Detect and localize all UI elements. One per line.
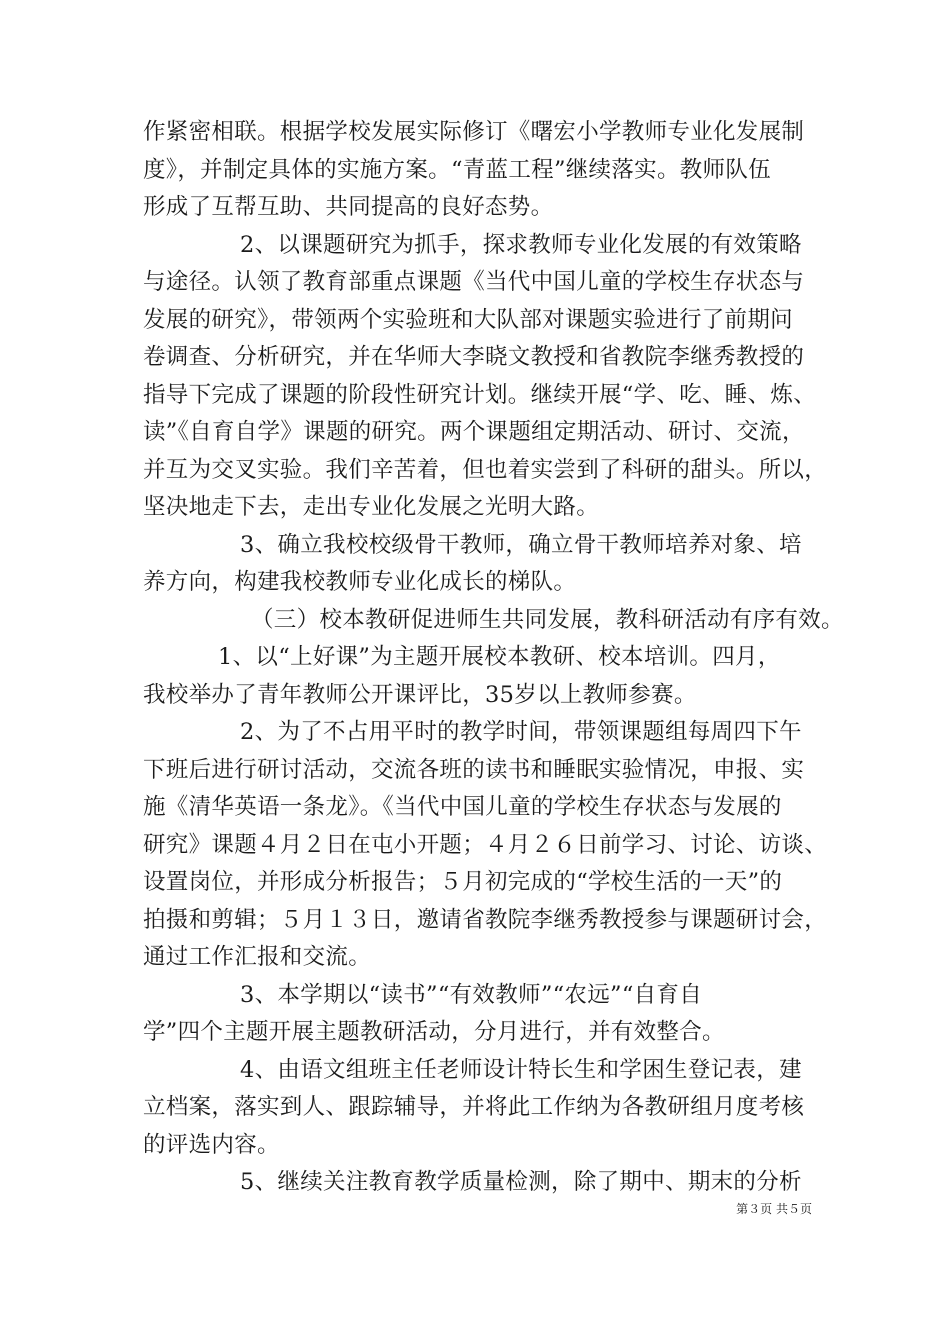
text-line: 的评选内容。	[143, 1131, 280, 1158]
text-line: 立档案，落实到人、跟踪辅导，并将此工作纳为各教研组月度考核	[143, 1094, 805, 1120]
paragraph-start-line: 1、以“上好课”为主题开展校本教研、校本培训。四月，	[218, 644, 781, 670]
paragraph-start-line: 2、以课题研究为抓手，探求教师专业化发展的有效策略	[240, 231, 802, 258]
paragraph-start-line: 4、由语文组班主任老师设计特长生和学困生登记表，建	[240, 1056, 802, 1083]
text-line: 读”《自育自学》课题的研究。两个课题组定期活动、研讨、交流，	[143, 419, 805, 445]
text-line: 形成了互帮互助、共同提高的良好态势。	[143, 194, 554, 220]
text-line: 研究》课题４月２日在屯小开题；４月２６日前学习、讨论、访谈、	[143, 831, 828, 858]
text-line: 发展的研究》，带领两个实验班和大队部对课题实验进行了前期问	[143, 306, 793, 333]
text-line: 坚决地走下去，走出专业化发展之光明大路。	[143, 494, 600, 520]
text-line: 设置岗位，并形成分析报告；５月初完成的“学校生活的一天”的	[143, 869, 783, 895]
text-line: 我校举办了青年教师公开课评比，35岁以上教师参赛。	[143, 681, 697, 708]
text-line: 度》，并制定具体的实施方案。“青蓝工程”继续落实。教师队伍	[143, 156, 771, 183]
text-line: 指导下完成了课题的阶段性研究计划。继续开展“学、吃、睡、炼、	[143, 381, 817, 408]
text-line: 学”四个主题开展主题教研活动，分月进行，并有效整合。	[143, 1019, 725, 1045]
page-number-footer: 第３页 共５页	[736, 1202, 812, 1216]
section-heading: （三）校本教研促进师生共同发展，教科研活动有序有效。	[251, 606, 844, 633]
text-line: 施《清华英语一条龙》。《当代中国儿童的学校生存状态与发展的	[143, 794, 782, 820]
text-line: 养方向，构建我校教师专业化成长的梯队。	[143, 569, 577, 595]
paragraph-start-line: 3、确立我校校级骨干教师，确立骨干教师培养对象、培	[240, 531, 802, 558]
paragraph-start-line: 3、本学期以“读书”“有效教师”“农远”“自育自	[240, 981, 703, 1008]
paragraph-start-line: 2、为了不占用平时的教学时间，带领课题组每周四下午	[240, 719, 802, 745]
text-line: 通过工作汇报和交流。	[143, 944, 372, 970]
document-body	[143, 114, 844, 1202]
text-line: 拍摄和剪辑；５月１３日，邀请省教院李继秀教授参与课题研讨会，	[143, 906, 828, 933]
text-line: 作紧密相联。根据学校发展实际修订《曙宏小学教师专业化发展制	[143, 119, 805, 145]
paragraph-start-line: 5、继续关注教育教学质量检测，除了期中、期末的分析	[240, 1169, 802, 1195]
text-line: 卷调查、分析研究，并在华师大李晓文教授和省教院李继秀教授的	[143, 344, 805, 370]
text-line: 并互为交叉实验。我们辛苦着，但也着实尝到了科研的甜头。所以，	[143, 456, 828, 483]
text-line: 与途径。认领了教育部重点课题《当代中国儿童的学校生存状态与	[143, 269, 805, 295]
text-line: 下班后进行研讨活动，交流各班的读书和睡眠实验情况，申报、实	[143, 756, 805, 783]
